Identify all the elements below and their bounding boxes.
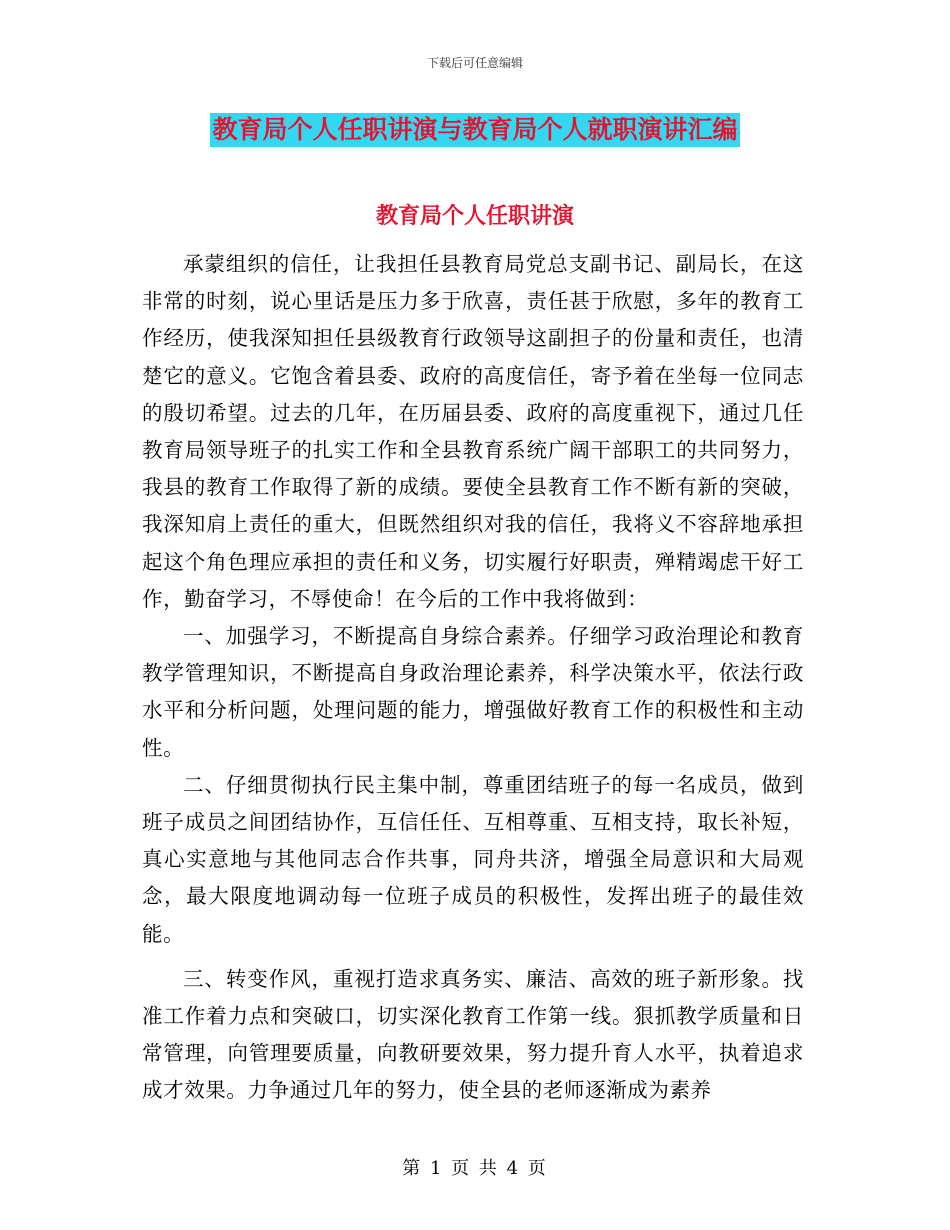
page-footer: 第 1 页 共 4 页 xyxy=(402,1158,548,1179)
main-title: 教育局个人任职讲演与教育局个人就职演讲汇编 xyxy=(210,113,739,147)
paragraph: 一、加强学习，不断提高自身综合素养。仔细学习政治理论和教育教学管理知识，不断提高自身政治理论素养，科学决策水平，依法行政水平和分析问题，处理问题的能力，增强做好教育工作的积极性和主动性。 xyxy=(142,624,804,760)
section-title: 教育局个人任职讲演 xyxy=(375,204,574,229)
paragraph: 三、转变作风，重视打造求真务实、廉洁、高效的班子新形象。找准工作着力点和突破口，切实深化教育工作第一线。狠抓教学质量和日常管理，向管理要质量，向教研要效果，努力提升育人水平，执着追求成才效果。力争通过几年的努力，使全县的老师逐渐成为素养 xyxy=(142,966,804,1103)
body-text xyxy=(142,246,804,1110)
paragraph: 二、仔细贯彻执行民主集中制，尊重团结班子的每一名成员，做到班子成员之间团结协作，互信任任、互相尊重、互相支持，取长补短，真心实意地与其他同志合作共事，同舟共济，增强全局意识和大局观念，最大限度地调动每一位班子成员的积极性，发挥出班子的最佳效能。 xyxy=(142,772,804,946)
header-note: 下载后可任意编辑 xyxy=(426,56,523,70)
main-title-wrap xyxy=(0,113,950,147)
paragraph: 承蒙组织的信任，让我担任县教育局党总支副书记、副局长，在这非常的时刻，说心里话是压力多于欣喜，责任甚于欣慰，多年的教育工作经历，使我深知担任县级教育行政领导这副担子的份量和责任，也清楚它的意义。它饱含着县委、政府的高度信任，寄予着在坐每一位同志的殷切希望。过去的几年，在历届县委、政府的高度重视下，通过几任教育局领导班子的扎实工作和全县教育系统广阔干部职工的共同努力，我县的教育工作取得了新的成绩。要使全县教育工作不断有新的突破，我深知肩上责任的重大，但既然组织对我的信任，我将义不容辞地承担起这个角色理应承担的责任和义务，切实履行好职责，殚精竭虑干好工作，勤奋学习，不辱使命！在今后的工作中我将做到： xyxy=(142,252,804,611)
